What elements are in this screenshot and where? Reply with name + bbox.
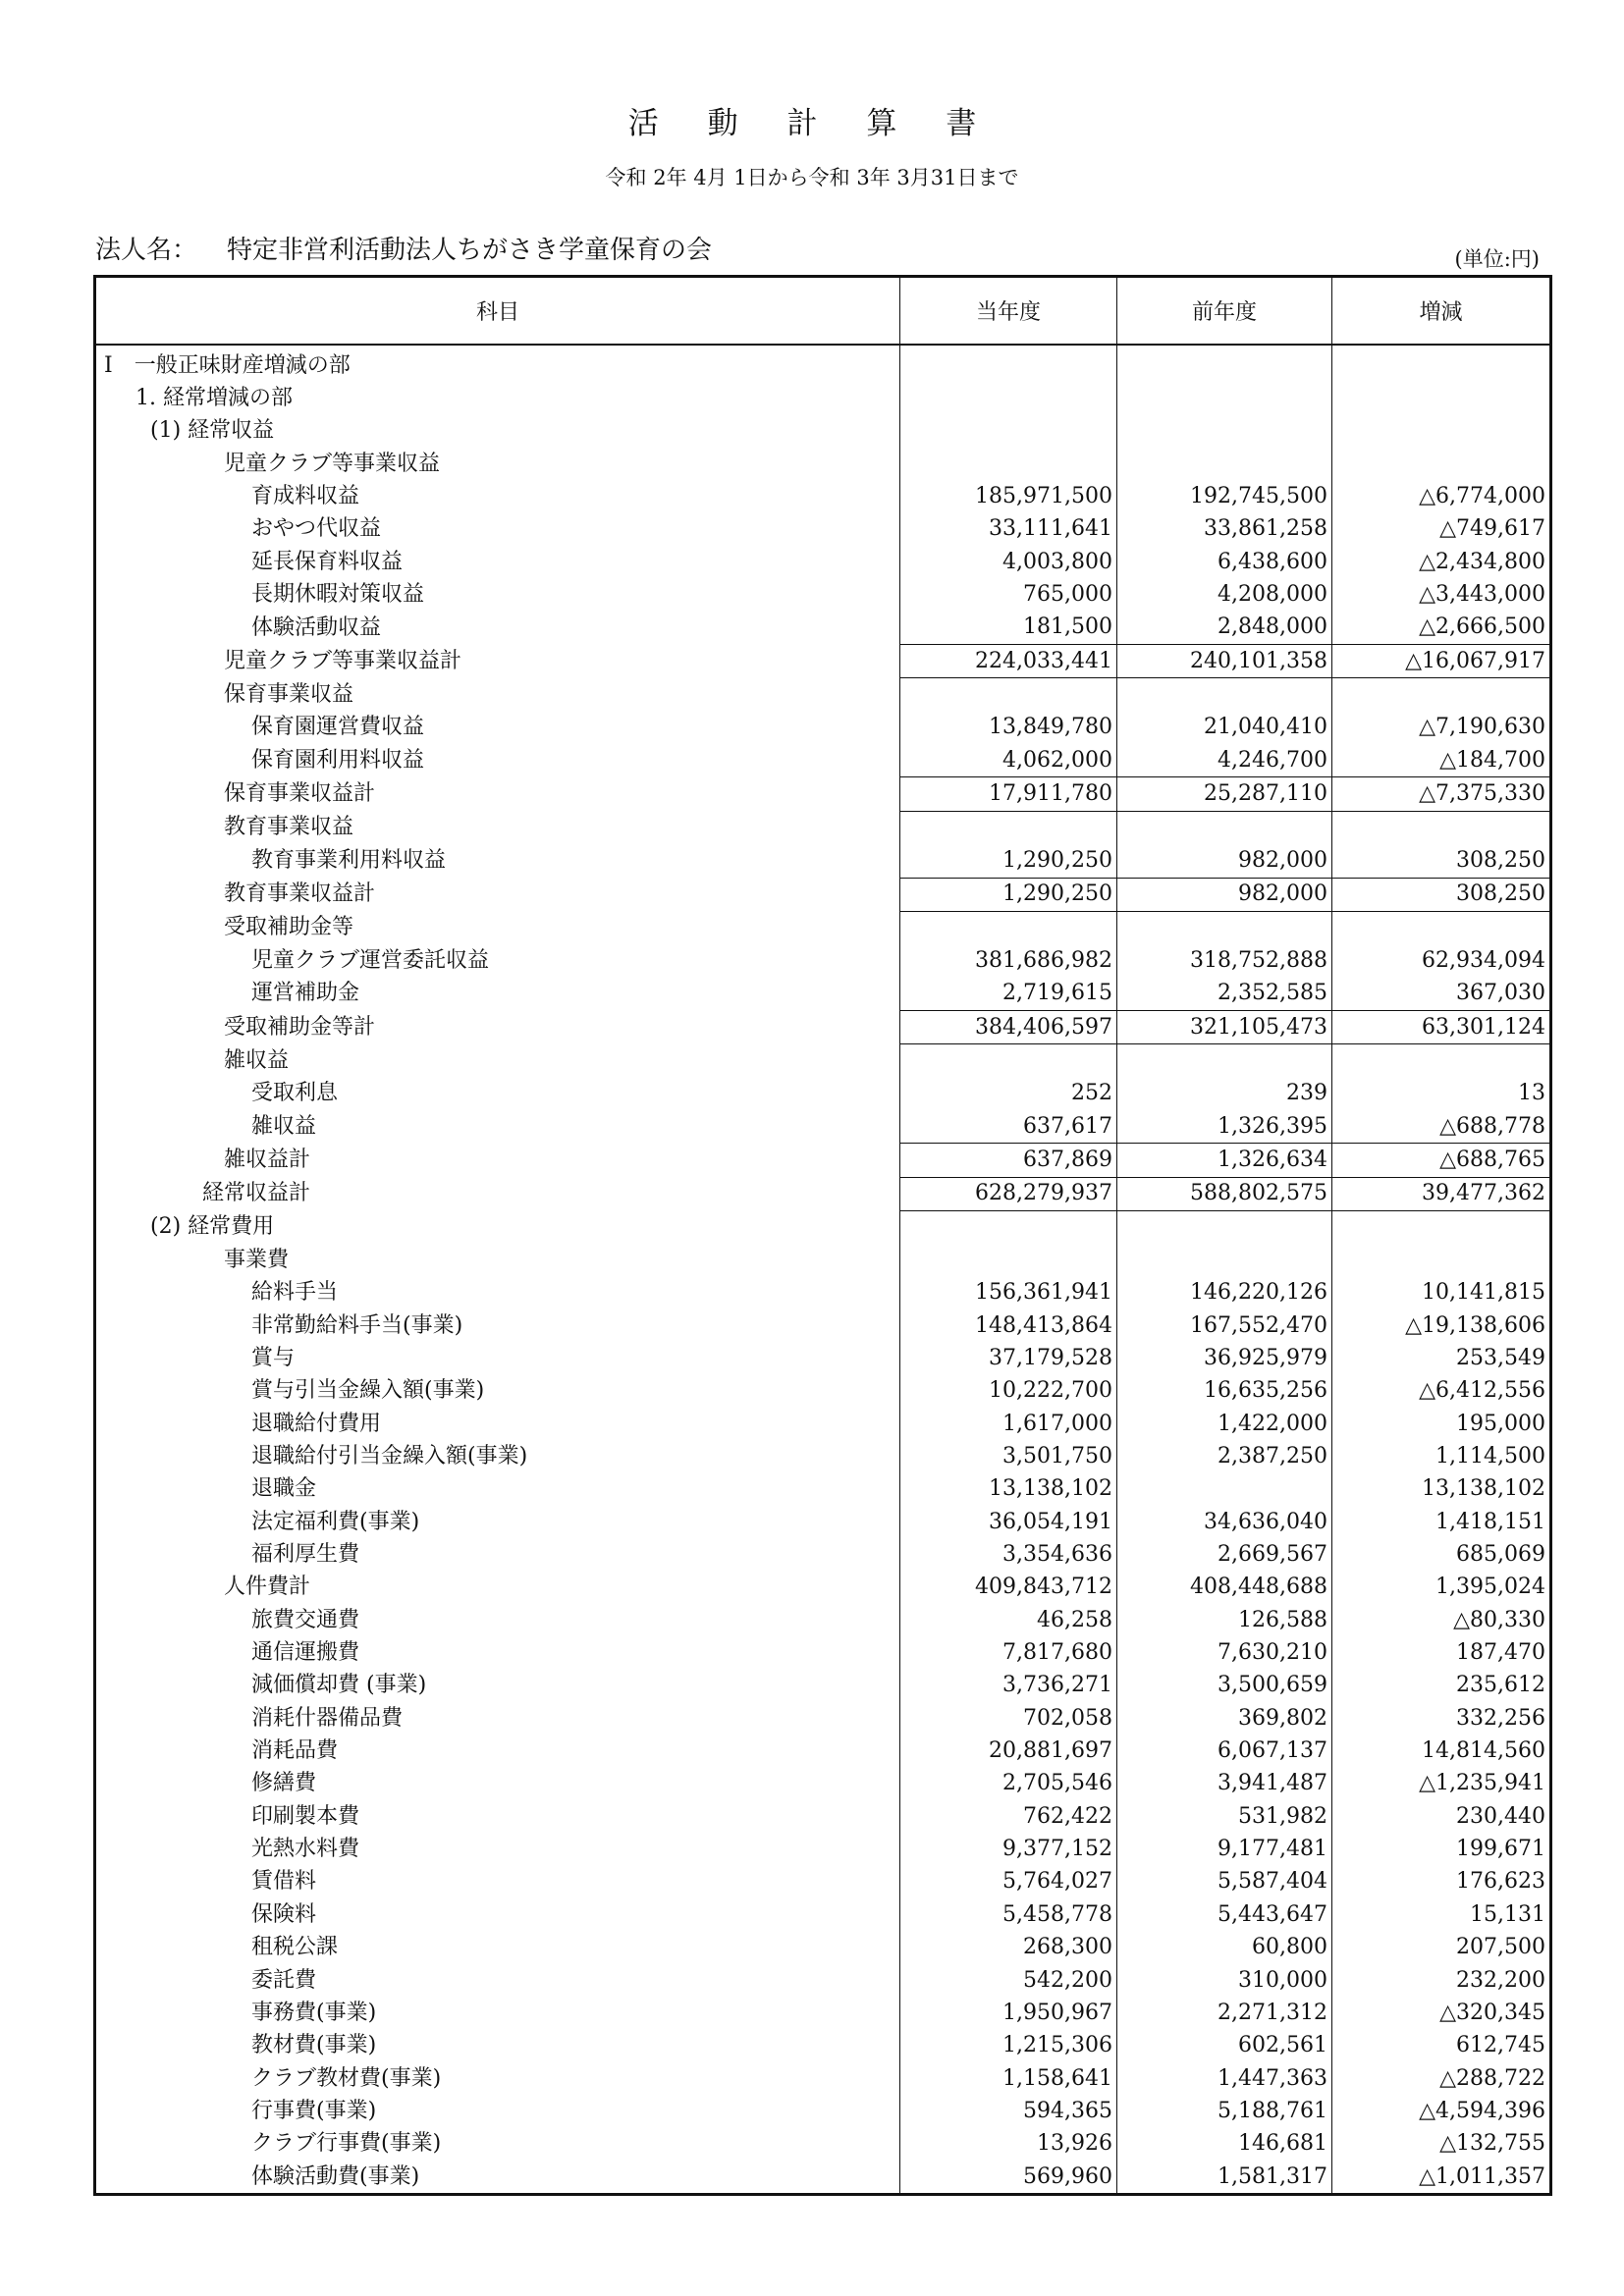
previous-year-cell: 33,861,258 [1117, 513, 1332, 546]
table-row [95, 1866, 1551, 1898]
change-cell: △3,443,000 [1332, 578, 1551, 611]
previous-year-cell: 192,745,500 [1117, 480, 1332, 512]
current-year-cell [900, 415, 1117, 448]
account-cell: 体験活動費(事業) [95, 2161, 900, 2195]
change-cell: △288,722 [1332, 2062, 1551, 2095]
previous-year-cell [1117, 678, 1332, 712]
previous-year-cell: 2,271,312 [1117, 1997, 1332, 2029]
previous-year-cell [1117, 345, 1332, 382]
change-cell: 232,200 [1332, 1964, 1551, 1997]
account-cell: 賃借料 [95, 1866, 900, 1898]
account-cell: 経常収益計 [95, 1177, 900, 1210]
previous-year-cell: 3,500,659 [1117, 1670, 1332, 1702]
previous-year-cell: 982,000 [1117, 844, 1332, 878]
account-cell: 雑収益 [95, 1044, 900, 1078]
account-cell: 消耗品費 [95, 1735, 900, 1767]
table-header [95, 277, 1551, 346]
table-row [95, 844, 1551, 878]
change-cell: 63,301,124 [1332, 1010, 1551, 1043]
account-cell: 保育園利用料収益 [95, 744, 900, 777]
change-cell [1332, 382, 1551, 414]
account-cell: 事業費 [95, 1244, 900, 1276]
account-cell: 退職給付引当金繰入額(事業) [95, 1440, 900, 1472]
previous-year-cell: 408,448,688 [1117, 1572, 1332, 1604]
table-row [95, 382, 1551, 414]
current-year-cell: 148,413,864 [900, 1309, 1117, 1342]
previous-year-cell: 318,752,888 [1117, 944, 1332, 977]
current-year-cell [900, 1210, 1117, 1244]
table-row [95, 546, 1551, 578]
table-row [95, 513, 1551, 546]
change-cell: △184,700 [1332, 744, 1551, 777]
change-cell [1332, 811, 1551, 844]
account-cell: 保育事業収益計 [95, 777, 900, 811]
change-cell: △2,434,800 [1332, 546, 1551, 578]
account-cell: 1. 経常増減の部 [95, 382, 900, 414]
change-cell: 176,623 [1332, 1866, 1551, 1898]
previous-year-cell: 1,447,363 [1117, 2062, 1332, 2095]
account-cell: 賞与引当金繰入額(事業) [95, 1375, 900, 1408]
table-row [95, 1177, 1551, 1210]
account-cell: 延長保育料収益 [95, 546, 900, 578]
previous-year-cell: 2,352,585 [1117, 978, 1332, 1011]
table-row [95, 1408, 1551, 1440]
current-year-cell: 1,158,641 [900, 2062, 1117, 2095]
change-cell: 235,612 [1332, 1670, 1551, 1702]
table-row [95, 878, 1551, 911]
current-year-cell: 17,911,780 [900, 777, 1117, 811]
account-cell: 保育園運営費収益 [95, 712, 900, 744]
current-year-cell: 3,736,271 [900, 1670, 1117, 1702]
change-cell: 14,814,560 [1332, 1735, 1551, 1767]
table-body [95, 345, 1551, 2195]
column-header-previous-year: 前年度 [1117, 277, 1332, 346]
account-cell: 雑収益計 [95, 1144, 900, 1177]
previous-year-cell [1117, 811, 1332, 844]
change-cell: △80,330 [1332, 1604, 1551, 1636]
current-year-cell: 542,200 [900, 1964, 1117, 1997]
current-year-cell: 569,960 [900, 2161, 1117, 2195]
account-cell: 育成料収益 [95, 480, 900, 512]
account-cell: おやつ代収益 [95, 513, 900, 546]
current-year-cell: 409,843,712 [900, 1572, 1117, 1604]
current-year-cell: 762,422 [900, 1800, 1117, 1833]
change-cell: 253,549 [1332, 1342, 1551, 1374]
current-year-cell: 4,062,000 [900, 744, 1117, 777]
table-row [95, 612, 1551, 645]
table-row [95, 1078, 1551, 1110]
current-year-cell [900, 911, 1117, 944]
previous-year-cell [1117, 1473, 1332, 1506]
previous-year-cell: 310,000 [1117, 1964, 1332, 1997]
change-cell: 230,440 [1332, 1800, 1551, 1833]
change-cell: △320,345 [1332, 1997, 1551, 2029]
current-year-cell: 13,849,780 [900, 712, 1117, 744]
previous-year-cell: 21,040,410 [1117, 712, 1332, 744]
account-cell: 消耗什器備品費 [95, 1702, 900, 1735]
change-cell: 332,256 [1332, 1702, 1551, 1735]
table-row [95, 1572, 1551, 1604]
change-cell: 685,069 [1332, 1538, 1551, 1571]
previous-year-cell: 369,802 [1117, 1702, 1332, 1735]
column-header-change: 増減 [1332, 277, 1551, 346]
current-year-cell: 10,222,700 [900, 1375, 1117, 1408]
table-row [95, 1800, 1551, 1833]
current-year-cell: 37,179,528 [900, 1342, 1117, 1374]
previous-year-cell: 146,681 [1117, 2128, 1332, 2161]
change-cell: △6,774,000 [1332, 480, 1551, 512]
change-cell [1332, 678, 1551, 712]
account-cell: 児童クラブ等事業収益計 [95, 645, 900, 678]
current-year-cell [900, 678, 1117, 712]
current-year-cell: 33,111,641 [900, 513, 1117, 546]
table-row [95, 1833, 1551, 1865]
previous-year-cell: 240,101,358 [1117, 645, 1332, 678]
change-cell: △132,755 [1332, 2128, 1551, 2161]
current-year-cell: 2,719,615 [900, 978, 1117, 1011]
account-cell: 通信運搬費 [95, 1636, 900, 1669]
current-year-cell: 628,279,937 [900, 1177, 1117, 1210]
current-year-cell: 13,926 [900, 2128, 1117, 2161]
change-cell: △749,617 [1332, 513, 1551, 546]
account-cell: 児童クラブ等事業収益 [95, 448, 900, 480]
change-cell: 612,745 [1332, 2030, 1551, 2062]
change-cell: 15,131 [1332, 1898, 1551, 1931]
previous-year-cell: 1,581,317 [1117, 2161, 1332, 2195]
table-row [95, 1898, 1551, 1931]
account-cell: 保険料 [95, 1898, 900, 1931]
account-cell: クラブ教材費(事業) [95, 2062, 900, 2095]
previous-year-cell: 16,635,256 [1117, 1375, 1332, 1408]
current-year-cell [900, 811, 1117, 844]
current-year-cell: 46,258 [900, 1604, 1117, 1636]
current-year-cell [900, 1244, 1117, 1276]
account-cell: 印刷製本費 [95, 1800, 900, 1833]
previous-year-cell: 7,630,210 [1117, 1636, 1332, 1669]
current-year-cell: 765,000 [900, 578, 1117, 611]
table-row [95, 345, 1551, 382]
account-cell: 非常勤給料手当(事業) [95, 1309, 900, 1342]
current-year-cell: 5,764,027 [900, 1866, 1117, 1898]
change-cell: 62,934,094 [1332, 944, 1551, 977]
change-cell: 367,030 [1332, 978, 1551, 1011]
table-row [95, 1964, 1551, 1997]
account-cell: 光熱水料費 [95, 1833, 900, 1865]
account-cell: 雑収益 [95, 1110, 900, 1144]
previous-year-cell: 5,188,761 [1117, 2095, 1332, 2127]
current-year-cell: 9,377,152 [900, 1833, 1117, 1865]
current-year-cell: 1,290,250 [900, 878, 1117, 911]
column-header-current-year: 当年度 [900, 277, 1117, 346]
previous-year-cell: 321,105,473 [1117, 1010, 1332, 1043]
previous-year-cell: 34,636,040 [1117, 1506, 1332, 1538]
account-cell: (2) 経常費用 [95, 1210, 900, 1244]
previous-year-cell: 1,422,000 [1117, 1408, 1332, 1440]
current-year-cell: 268,300 [900, 1932, 1117, 1964]
previous-year-cell [1117, 1244, 1332, 1276]
current-year-cell: 1,950,967 [900, 1997, 1117, 2029]
current-year-cell: 156,361,941 [900, 1277, 1117, 1309]
change-cell: 195,000 [1332, 1408, 1551, 1440]
change-cell: 13,138,102 [1332, 1473, 1551, 1506]
change-cell [1332, 911, 1551, 944]
previous-year-cell: 2,387,250 [1117, 1440, 1332, 1472]
previous-year-cell: 2,669,567 [1117, 1538, 1332, 1571]
previous-year-cell [1117, 1044, 1332, 1078]
table-row [95, 911, 1551, 944]
account-cell: 退職給付費用 [95, 1408, 900, 1440]
current-year-cell: 20,881,697 [900, 1735, 1117, 1767]
current-year-cell: 594,365 [900, 2095, 1117, 2127]
previous-year-cell: 6,438,600 [1117, 546, 1332, 578]
account-cell: 受取利息 [95, 1078, 900, 1110]
account-cell: 教材費(事業) [95, 2030, 900, 2062]
current-year-cell: 1,290,250 [900, 844, 1117, 878]
table-row [95, 448, 1551, 480]
account-cell: 事務費(事業) [95, 1997, 900, 2029]
table-row [95, 1144, 1551, 1177]
corporation-label: 法人名： [95, 236, 198, 265]
previous-year-cell: 146,220,126 [1117, 1277, 1332, 1309]
previous-year-cell [1117, 911, 1332, 944]
table-row [95, 1440, 1551, 1472]
table-row [95, 1277, 1551, 1309]
account-cell: 人件費計 [95, 1572, 900, 1604]
current-year-cell [900, 1044, 1117, 1078]
table-row [95, 712, 1551, 744]
current-year-cell: 702,058 [900, 1702, 1117, 1735]
current-year-cell: 637,617 [900, 1110, 1117, 1144]
account-cell: 修繕費 [95, 1768, 900, 1800]
change-cell: △16,067,917 [1332, 645, 1551, 678]
table-row [95, 1604, 1551, 1636]
account-cell: 租税公課 [95, 1932, 900, 1964]
table-row [95, 415, 1551, 448]
change-cell: △4,594,396 [1332, 2095, 1551, 2127]
table-row [95, 777, 1551, 811]
table-row [95, 2062, 1551, 2095]
current-year-cell [900, 345, 1117, 382]
table-row [95, 1473, 1551, 1506]
account-cell: 福利厚生費 [95, 1538, 900, 1571]
change-cell: △19,138,606 [1332, 1309, 1551, 1342]
change-cell [1332, 1044, 1551, 1078]
current-year-cell: 5,458,778 [900, 1898, 1117, 1931]
change-cell: 1,395,024 [1332, 1572, 1551, 1604]
change-cell: 1,114,500 [1332, 1440, 1551, 1472]
table-row [95, 1244, 1551, 1276]
table-row [95, 480, 1551, 512]
change-cell: 1,418,151 [1332, 1506, 1551, 1538]
table-row [95, 1309, 1551, 1342]
account-cell: 委託費 [95, 1964, 900, 1997]
current-year-cell: 637,869 [900, 1144, 1117, 1177]
corporation-line [95, 230, 712, 266]
account-cell: 保育事業収益 [95, 678, 900, 712]
table-row [95, 2095, 1551, 2127]
current-year-cell: 224,033,441 [900, 645, 1117, 678]
change-cell: 207,500 [1332, 1932, 1551, 1964]
table-row [95, 978, 1551, 1011]
current-year-cell [900, 448, 1117, 480]
current-year-cell: 384,406,597 [900, 1010, 1117, 1043]
previous-year-cell: 6,067,137 [1117, 1735, 1332, 1767]
account-cell: 減価償却費 (事業) [95, 1670, 900, 1702]
account-cell: 行事費(事業) [95, 2095, 900, 2127]
change-cell: 13 [1332, 1078, 1551, 1110]
corporation-name: 特定非営利活動法人ちがさき学童保育の会 [227, 236, 713, 265]
table-row [95, 1702, 1551, 1735]
change-cell [1332, 345, 1551, 382]
current-year-cell: 181,500 [900, 612, 1117, 645]
previous-year-cell: 36,925,979 [1117, 1342, 1332, 1374]
table-row [95, 1636, 1551, 1669]
previous-year-cell: 588,802,575 [1117, 1177, 1332, 1210]
previous-year-cell: 126,588 [1117, 1604, 1332, 1636]
previous-year-cell: 982,000 [1117, 878, 1332, 911]
previous-year-cell: 9,177,481 [1117, 1833, 1332, 1865]
previous-year-cell: 531,982 [1117, 1800, 1332, 1833]
change-cell: 199,671 [1332, 1833, 1551, 1865]
previous-year-cell: 239 [1117, 1078, 1332, 1110]
table-row [95, 2161, 1551, 2195]
account-cell: Ⅰ 一般正味財産増減の部 [95, 345, 900, 382]
change-cell: △688,778 [1332, 1110, 1551, 1144]
change-cell: △688,765 [1332, 1144, 1551, 1177]
change-cell [1332, 1210, 1551, 1244]
change-cell: △1,235,941 [1332, 1768, 1551, 1800]
change-cell [1332, 415, 1551, 448]
change-cell: 187,470 [1332, 1636, 1551, 1669]
table-row [95, 744, 1551, 777]
previous-year-cell: 5,587,404 [1117, 1866, 1332, 1898]
activity-statement-table [93, 275, 1552, 2196]
current-year-cell: 36,054,191 [900, 1506, 1117, 1538]
current-year-cell: 2,705,546 [900, 1768, 1117, 1800]
previous-year-cell [1117, 382, 1332, 414]
change-cell: △2,666,500 [1332, 612, 1551, 645]
previous-year-cell: 2,848,000 [1117, 612, 1332, 645]
account-cell: (1) 経常収益 [95, 415, 900, 448]
previous-year-cell: 60,800 [1117, 1932, 1332, 1964]
table-row [95, 1044, 1551, 1078]
account-cell: 長期休暇対策収益 [95, 578, 900, 611]
table-row [95, 2128, 1551, 2161]
account-cell: クラブ行事費(事業) [95, 2128, 900, 2161]
current-year-cell: 252 [900, 1078, 1117, 1110]
change-cell: △1,011,357 [1332, 2161, 1551, 2195]
previous-year-cell: 167,552,470 [1117, 1309, 1332, 1342]
column-header-account: 科目 [95, 277, 900, 346]
previous-year-cell [1117, 415, 1332, 448]
previous-year-cell: 602,561 [1117, 2030, 1332, 2062]
account-cell: 法定福利費(事業) [95, 1506, 900, 1538]
current-year-cell: 7,817,680 [900, 1636, 1117, 1669]
table-row [95, 645, 1551, 678]
account-cell: 体験活動収益 [95, 612, 900, 645]
previous-year-cell: 3,941,487 [1117, 1768, 1332, 1800]
table-row [95, 1670, 1551, 1702]
previous-year-cell: 1,326,395 [1117, 1110, 1332, 1144]
change-cell [1332, 448, 1551, 480]
table-row [95, 1506, 1551, 1538]
current-year-cell: 3,501,750 [900, 1440, 1117, 1472]
current-year-cell: 1,617,000 [900, 1408, 1117, 1440]
unit-label: (単位:円) [1454, 247, 1540, 271]
change-cell: △7,375,330 [1332, 777, 1551, 811]
account-cell: 受取補助金等計 [95, 1010, 900, 1043]
current-year-cell: 381,686,982 [900, 944, 1117, 977]
account-cell: 退職金 [95, 1473, 900, 1506]
table-row [95, 944, 1551, 977]
account-cell: 教育事業収益計 [95, 878, 900, 911]
table-row [95, 1210, 1551, 1244]
table-row [95, 678, 1551, 712]
change-cell: △7,190,630 [1332, 712, 1551, 744]
table-row [95, 1010, 1551, 1043]
table-row [95, 811, 1551, 844]
previous-year-cell: 25,287,110 [1117, 777, 1332, 811]
previous-year-cell: 1,326,634 [1117, 1144, 1332, 1177]
table-row [95, 1932, 1551, 1964]
current-year-cell: 185,971,500 [900, 480, 1117, 512]
current-year-cell: 4,003,800 [900, 546, 1117, 578]
current-year-cell [900, 382, 1117, 414]
account-cell: 教育事業収益 [95, 811, 900, 844]
account-cell: 児童クラブ運営委託収益 [95, 944, 900, 977]
account-cell: 運営補助金 [95, 978, 900, 1011]
current-year-cell: 1,215,306 [900, 2030, 1117, 2062]
change-cell: 308,250 [1332, 878, 1551, 911]
change-cell: 308,250 [1332, 844, 1551, 878]
table-row [95, 2030, 1551, 2062]
previous-year-cell [1117, 1210, 1332, 1244]
table-row [95, 1735, 1551, 1767]
table-row [95, 1538, 1551, 1571]
account-cell: 教育事業利用料収益 [95, 844, 900, 878]
previous-year-cell: 5,443,647 [1117, 1898, 1332, 1931]
account-cell: 給料手当 [95, 1277, 900, 1309]
table-row [95, 578, 1551, 611]
previous-year-cell [1117, 448, 1332, 480]
table-row [95, 1375, 1551, 1408]
account-cell: 旅費交通費 [95, 1604, 900, 1636]
document-title: 活 動 計 算 書 [627, 106, 997, 141]
account-cell: 賞与 [95, 1342, 900, 1374]
table-row [95, 1997, 1551, 2029]
current-year-cell: 13,138,102 [900, 1473, 1117, 1506]
change-cell [1332, 1244, 1551, 1276]
current-year-cell: 3,354,636 [900, 1538, 1117, 1571]
previous-year-cell: 4,246,700 [1117, 744, 1332, 777]
change-cell: 39,477,362 [1332, 1177, 1551, 1210]
change-cell: 10,141,815 [1332, 1277, 1551, 1309]
account-cell: 受取補助金等 [95, 911, 900, 944]
table-row [95, 1768, 1551, 1800]
previous-year-cell: 4,208,000 [1117, 578, 1332, 611]
table-row [95, 1342, 1551, 1374]
fiscal-period: 令和 2年 4月 1日から令和 3年 3月31日まで [605, 166, 1019, 189]
table-row [95, 1110, 1551, 1144]
change-cell: △6,412,556 [1332, 1375, 1551, 1408]
